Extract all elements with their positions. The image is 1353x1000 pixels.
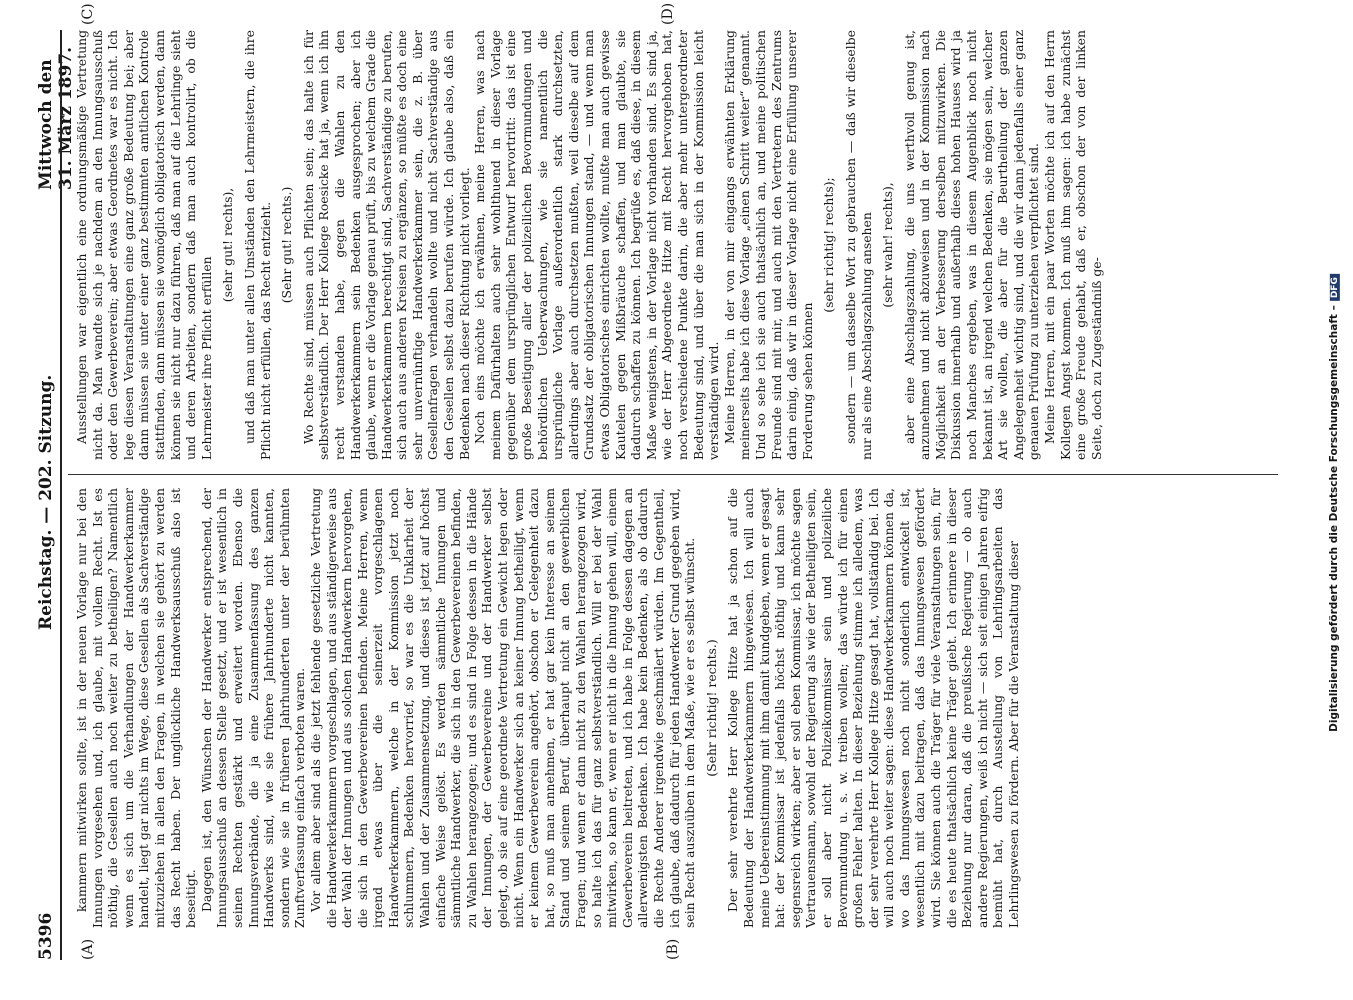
margin-mark-c: (C) [80,3,96,25]
interjection: (Sehr richtig! rechts.) [703,639,719,777]
paragraph: Noch eins möchte ich erwähnen, meine Herren, was nach meinem Dafürhalten auch sehr wohlthuend in dieser Vorlage gegenüber dem ursprünglichen Entwurf hervortritt: das ist eine große Beseitigung aller der polizeilichen Bevormundungen und behördlichen Ueberwachungen, wie sie namentlich die ursprüngliche Vorlage außerordentlich stark durchsetzten, allerdings aber auch durchsetzen mußten, weil dieselbe auf dem Grundsatz der obligatorischen Innungen stand, — und wenn man etwas Obligatorisches einrichten wollte, mußte man auch gewisse Kautelen gegen Mißbräuche schaffen, und man glaubte, sie dadurch schaffen zu können. Ich begrüße es, daß diese, in diesem Maße wenigstens, in der Vorlage nicht vorhanden sind. Es sind ja, wie der Herr Abgeordnete Hitze mit Recht hervorgehoben hat, noch verschiedene Punkte darin, die aber mehr untergeordneter Bedeutung sind, und über die man sich in der Kommission leicht verständigen wird. [472,30,722,460]
margin-mark-d: (D) [660,2,676,25]
footer-text: Digitalisierung gefördert durch die Deutsche Forschungsgemeinschaft – [1328,304,1340,732]
paragraph: Ausstellungen war eigentlich eine ordnungsmäßige Vertretung nicht da. Man wandte sich je nachdem an den Innungsausschuß oder den Gewerbeverein; aber etwas Geordnetes war es nicht. Ich lege diesen Veranstaltungen eine ganz große Bedeutung bei; aber dann müssen sie unter einer ganz bestimmten amtlichen Kontrole stattfinden, dann müssen sie womöglich obligatorisch werden, dann können sie nicht nur dazu führen, daß man auf die Lehrlinge sieht und deren Arbeiten, sondern daß man auch kontrolirt, ob die Lehrmeister ihre Pflicht erfüllen [74,30,214,460]
paragraph: sondern — um dasselbe Wort zu gebrauchen — daß wir dieselbe nur als eine Abschlagszahlung ansehen [842,30,874,460]
paragraph: kammern mitwirken sollte, ist in der neuen Vorlage nur bei den Innungen vorgesehen und, ich glaube, mit vollem Recht. Ist es nöthig, die Gesellen auch noch weiter zu betheiligen? Namentlich wenn es sich um die Verhandlungen der Handwerkerkammer handelt, liegt gar nichts im Wege, diese Gesellen als Sachverständige mitzuziehen in allen den Fragen, in welchen sie gehört zu werden das Recht haben. Der unglückliche Handwerksausschuß also ist beseitigt. [74,488,199,928]
session-date: Mittwoch den 31. März 1897. [36,46,76,190]
column-separator [68,474,1278,475]
dfg-logo: DFG [1330,274,1340,301]
page-number: 5396 [36,912,56,960]
header-rule [60,30,62,960]
paragraph: Vor allem aber sind als die jetzt fehlende gesetzliche Vertretung die Handwerkerkammern vorgeschlagen, und aus ständigerweise aus der Wahl der Innungen und aus solchen Handwerkern hervorgehen, die sich in den Gewerbevereinen befinden. Meine Herren, wenn irgend etwas über die seinerzeit vorgeschlagenen Handwerkerkammern, welche in der Kommission jetzt noch schlummern, Bedenken hervorrief, so war es die Unklarheit der Wahlen und der Zusammensetzung, und dieses ist jetzt auf höchst einfache Weise gelöst. Es werden sämmtliche Innungen und sämmtliche Handwerker, die sich in den Gewerbevereinen befinden, zu Wahlen herangezogen; und es sind in Folge dessen in die Hände der Innungen, der Gewerbevereine und der Handwerker selbst gelegt, ob sie auf eine geordnete Vertretung ein Gewicht legen oder nicht. Wenn ein Handwerker sich an keiner Innung betheiligt, wenn er keinem Gewerbeverein angehört, obschon er Gelegenheit dazu hat, so muß man annehmen, er hat gar kein Interesse an seinem Stand und seinem Beruf, überhaupt nicht an den gewerblichen Fragen; und wenn er dann nicht zu den Wahlen herangezogen wird, so halte ich das für ganz selbstverständlich. Will er bei der Wahl mitwirken, so kann er, wenn er nicht in die Innung gehen will, einem Gewerbeverein beitreten, und ich habe in Folge dessen dagegen an allerwenigsten Bedenken. Ich habe kein Bedenken, als ob dadurch die Rechte Anderer irgendwie geschmälert würden. Im Gegentheil, ich glaube, daß dadurch für jeden Handwerker Grund gegeben wird, sein Recht auszuüben in dem Maße, wie er es selbst wünscht. [307,488,698,928]
interjection: (sehr gut! rechts), [220,187,236,303]
paragraph: Meine Herren, in der von mir eingangs erwähnten Erklärung meinerseits habe ich diese Vorlage „einen Schritt weiter“ genannt. Und so sehe ich sie auch thatsächlich an, und meine politischen Freunde sind mit mir, und auch mit den Vertretern des Zentrums darin einig, daß wir in dieser Vorlage nicht eine Erfüllung unserer Forderung sehen können [721,30,815,460]
paragraph: Dagegen ist, den Wünschen der Handwerker entsprechend, der Innungsausschuß an dessen Stelle gesetzt, und er ist wesentlich in seinen Rechten gestärkt und erweitert worden. Ebenso die Innungsverbände, die ja eine Zusammenfassung des ganzen Handwerks sind, wie sie frühere Jahrhunderte nicht kannten, sondern wie sie in früheren Jahrhunderten unter der berühmten Zunftverfassung einfach verboten waren. [198,488,308,928]
right-column [74,30,1284,460]
interjection: (sehr wahr! rechts), [880,182,896,308]
margin-mark-b: (B) [665,938,681,960]
interjection: (sehr richtig! rechts); [821,177,837,313]
left-column [74,488,1284,928]
paragraph: und daß man unter allen Umständen den Lehrmeistern, die ihre Pflicht nicht erfüllen, das Recht entzieht. [241,30,273,460]
paragraph: Wo Rechte sind, müssen auch Pflichten sein; das halte ich für selbstverständlich. Der Herr Kollege Roesicke hat ja, wenn ich ihn recht verstanden habe, gegen die Wahlen zu den Handwerkerkammern sein Bedenken ausgesprochen; aber ich glaube, wenn er die Vorlage genau prüft, bis zu welchem Grade die Handwerkerkammern berechtigt sind, Sachverständige zu berufen, sich auch aus anderen Kreisen zu ergänzen, so müßte es doch eine sehr unvernünftige Handwerkerkammer sein, die z. B. über Gesellenfragen verhandeln wollte und nicht Sachverständige aus den Gesellen selbst dazu berufen würde. Ich glaube also, daß ein Bedenken nach dieser Richtung nicht vorliegt. [300,30,472,460]
digitization-footer [1321,10,1347,995]
interjection: (Sehr gut! rechts.) [279,186,295,304]
paragraph: aber eine Abschlagszahlung, die uns werthvoll genug ist, anzunehmen und nicht abzuweisen und in der Kommission nach Möglichkeit an der Verbesserung derselben mitzuwirken. Die Diskussion innerhalb und außerhalb dieses hohen Hauses wird ja noch Manches ergeben, was in diesem Augenblick noch nicht bekannt ist, an irgend welchen Bedenken, sie mögen sein, welcher Art sie wollen, die aber für die Beurtheilung der ganzen Angelegenheit wichtig sind, und die wir dann jedenfalls einer ganz genauen Prüfung zu unterziehen verpflichtet sind. [901,30,1042,460]
margin-mark-a: (A) [80,938,96,960]
paragraph: Der sehr verehrte Herr Kollege Hitze hat ja schon auf die Bedeutung der Handwerkerkammern hingewiesen. Ich will auch meine Uebereinstimmung mit ihm damit kundgeben, wenn er gesagt hat: der Kommissar ist jedenfalls höchst nöthig und kann sehr segensreich wirken; aber er soll eben Kommissar, ich möchte sagen Vertrauensmann, sowohl der Regierung als wie der Betheiligten sein, er soll aber nicht Polizeikommissar sein und polizeiliche Bevormundung u. s. w. treiben wollen; das würde ich für einen großen Fehler halten. In dieser Beziehung stimme ich alledem, was der sehr verehrte Herr Kollege Hitze gesagt hat, vollständig bei. Ich will auch noch weiter sagen: diese Handwerkerkammern können da, wo das Innungswesen noch nicht sonderlich entwickelt ist, wesentlich mit dazu beitragen, daß das Innungswesen gefördert wird. Sie können auch die Träger für viele Veranstaltungen sein, für die es heute thatsächlich keine Träger giebt. Ich erinnere in dieser Beziehung nur daran, daß die preußische Regierung — ob auch andere Regierungen, weiß ich nicht — sich seit einigen Jahren eifrig bemüht hat, durch Ausstellung von Lehrlingsarbeiten das Lehrlingswesen zu fördern. Aber für die Veranstaltung dieser [725,488,1022,928]
session-title: Reichstag. — 202. Sitzung. [36,374,56,630]
paragraph: Meine Herren, mit ein paar Worten möchte ich auf den Herrn Kollegen Angst kommen. Ich muß ihm sagen: ich habe zunächst eine große Freude gehabt, daß er, obschon der von der linken Seite, doch zu Zugeständniß ge- [1042,30,1104,460]
